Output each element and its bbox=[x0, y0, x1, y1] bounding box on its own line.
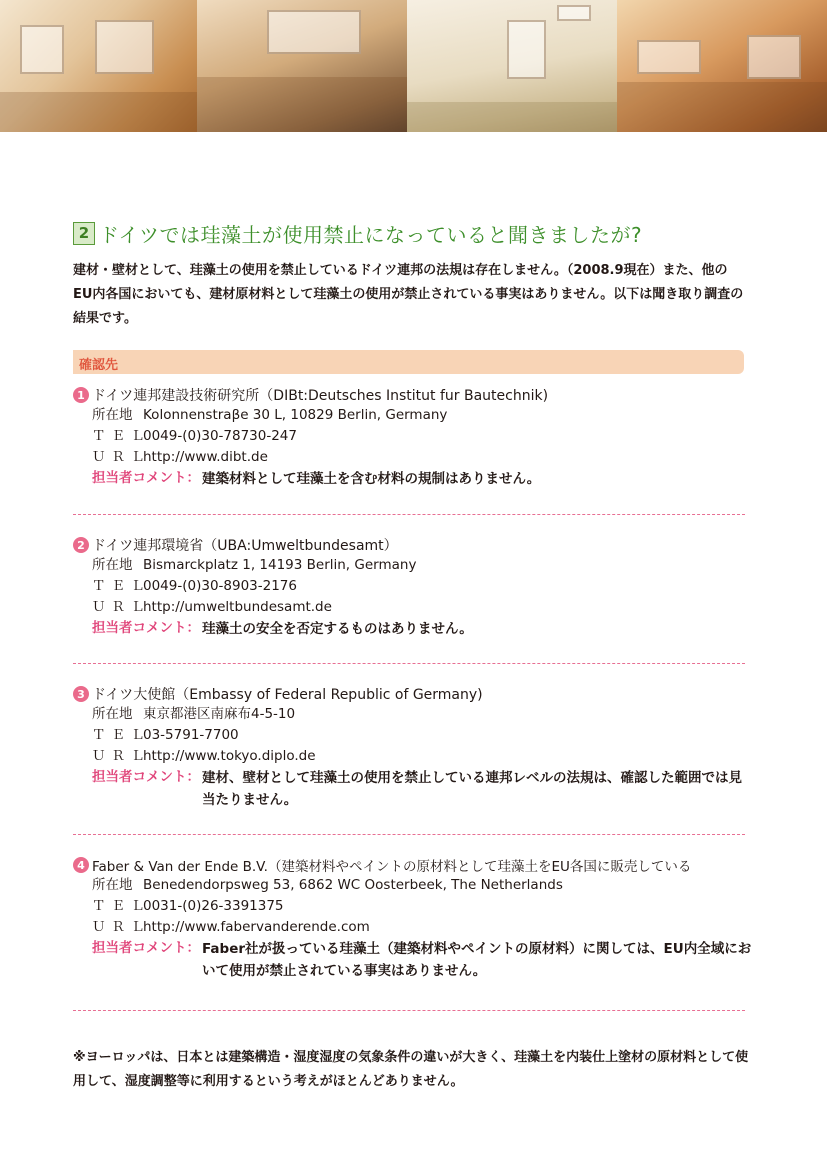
comment-label: 担当者コメント： bbox=[92, 769, 200, 785]
comment-label: 担当者コメント： bbox=[92, 940, 200, 956]
url-link[interactable]: http://umweltbundesamt.de bbox=[143, 599, 332, 615]
footnote: ※ヨーロッパは、日本とは建築構造・湿度湿度の気象条件の違いが大きく、珪藻土を内装仕上塗材の原材料として使用して、湿度調整等に利用するという考えがほとんどありません。 bbox=[73, 1050, 749, 1089]
section-title-text: ドイツでは珪藻土が使用禁止になっていると聞きましたが? bbox=[99, 222, 643, 247]
tel-label: ＴＥＬ bbox=[92, 578, 151, 594]
tel-label: ＴＥＬ bbox=[92, 727, 151, 743]
url-label: ＵＲＬ bbox=[92, 919, 151, 935]
entry-number-badge: 3 bbox=[73, 686, 89, 702]
dashed-divider bbox=[73, 514, 745, 515]
entry-number-badge: 2 bbox=[73, 537, 89, 553]
address-value: Kolonnenstraβe 30 L, 10829 Berlin, Germany bbox=[143, 407, 448, 423]
tel-value: 0049-(0)30-78730-247 bbox=[143, 428, 297, 444]
dashed-divider bbox=[73, 663, 745, 664]
url-label: ＵＲＬ bbox=[92, 449, 151, 465]
contact-entry-4 bbox=[73, 855, 753, 982]
tel-value: 0031-(0)26-3391375 bbox=[143, 898, 284, 914]
comment-label: 担当者コメント： bbox=[92, 620, 200, 636]
organization-name: ドイツ大使館（Embassy of Federal Republic of Germany) bbox=[92, 687, 483, 703]
contact-entry-1 bbox=[73, 385, 753, 490]
intro-paragraph: 建材・壁材として、珪藻土の使用を禁止しているドイツ連邦の法規は存在しません。（2008.9現在）また、他のEU内各国においても、建材原材料として珪藻土の使用が禁止されている事実はありません。以下は聞き取り調査の結果です。 bbox=[73, 263, 744, 326]
address-label: 所在地 bbox=[92, 407, 133, 423]
section-title bbox=[73, 219, 642, 247]
section-number-box: 2 bbox=[73, 222, 95, 245]
tel-value: 03-5791-7700 bbox=[143, 727, 239, 743]
dashed-divider bbox=[73, 1010, 745, 1011]
tel-label: ＴＥＬ bbox=[92, 428, 151, 444]
address-value: 東京都港区南麻布4-5-10 bbox=[143, 706, 296, 722]
url-link[interactable]: http://www.fabervanderende.com bbox=[143, 919, 370, 935]
address-value: Bismarckplatz 1, 14193 Berlin, Germany bbox=[143, 557, 417, 573]
url-link[interactable]: http://www.tokyo.diplo.de bbox=[143, 748, 316, 764]
confirm-label: 確認先 bbox=[79, 358, 119, 373]
dashed-divider bbox=[73, 834, 745, 835]
interior-photo-tatami-room bbox=[407, 0, 617, 132]
organization-name: ドイツ連邦建設技術研究所（DIBt:Deutsches Institut fur Bautechnik) bbox=[92, 388, 549, 404]
comment-label: 担当者コメント： bbox=[92, 470, 200, 486]
address-label: 所在地 bbox=[92, 557, 133, 573]
url-label: ＵＲＬ bbox=[92, 748, 151, 764]
interior-photo-bedroom bbox=[0, 0, 197, 132]
comment-value: 建材、壁材として珪藻土の使用を禁止している連邦レベルの法規は、確認した範囲では見当たりません。 bbox=[202, 770, 742, 808]
interior-photo-kitchen bbox=[617, 0, 827, 132]
url-label: ＵＲＬ bbox=[92, 599, 151, 615]
url-link[interactable]: http://www.dibt.de bbox=[143, 449, 268, 465]
entry-number-badge: 1 bbox=[73, 387, 89, 403]
organization-name: ドイツ連邦環境省（UBA:Umweltbundesamt） bbox=[92, 538, 398, 554]
contact-entry-3 bbox=[73, 684, 753, 811]
comment-value: 珪藻土の安全を否定するものはありません。 bbox=[202, 621, 473, 637]
entry-number-badge: 4 bbox=[73, 857, 89, 873]
comment-value: Faber社が扱っている珪藻土（建築材料やペイントの原材料）に関しては、EU内全域において使用が禁止されている事実はありません。 bbox=[202, 941, 752, 979]
confirm-header-bar bbox=[73, 350, 744, 374]
address-label: 所在地 bbox=[92, 877, 133, 893]
contact-entry-2 bbox=[73, 535, 753, 640]
header-photo-strip bbox=[0, 0, 827, 132]
comment-value: 建築材料として珪藻土を含む材料の規制はありません。 bbox=[202, 471, 541, 487]
organization-name: Faber & Van der Ende B.V.（建築材料やペイントの原材料として珪藻土をEU各国に販売している bbox=[92, 859, 692, 875]
address-value: Benedendorpsweg 53, 6862 WC Oosterbeek, The Netherlands bbox=[143, 877, 563, 893]
tel-value: 0049-(0)30-8903-2176 bbox=[143, 578, 297, 594]
tel-label: ＴＥＬ bbox=[92, 898, 151, 914]
interior-photo-living-room bbox=[197, 0, 407, 132]
address-label: 所在地 bbox=[92, 706, 133, 722]
